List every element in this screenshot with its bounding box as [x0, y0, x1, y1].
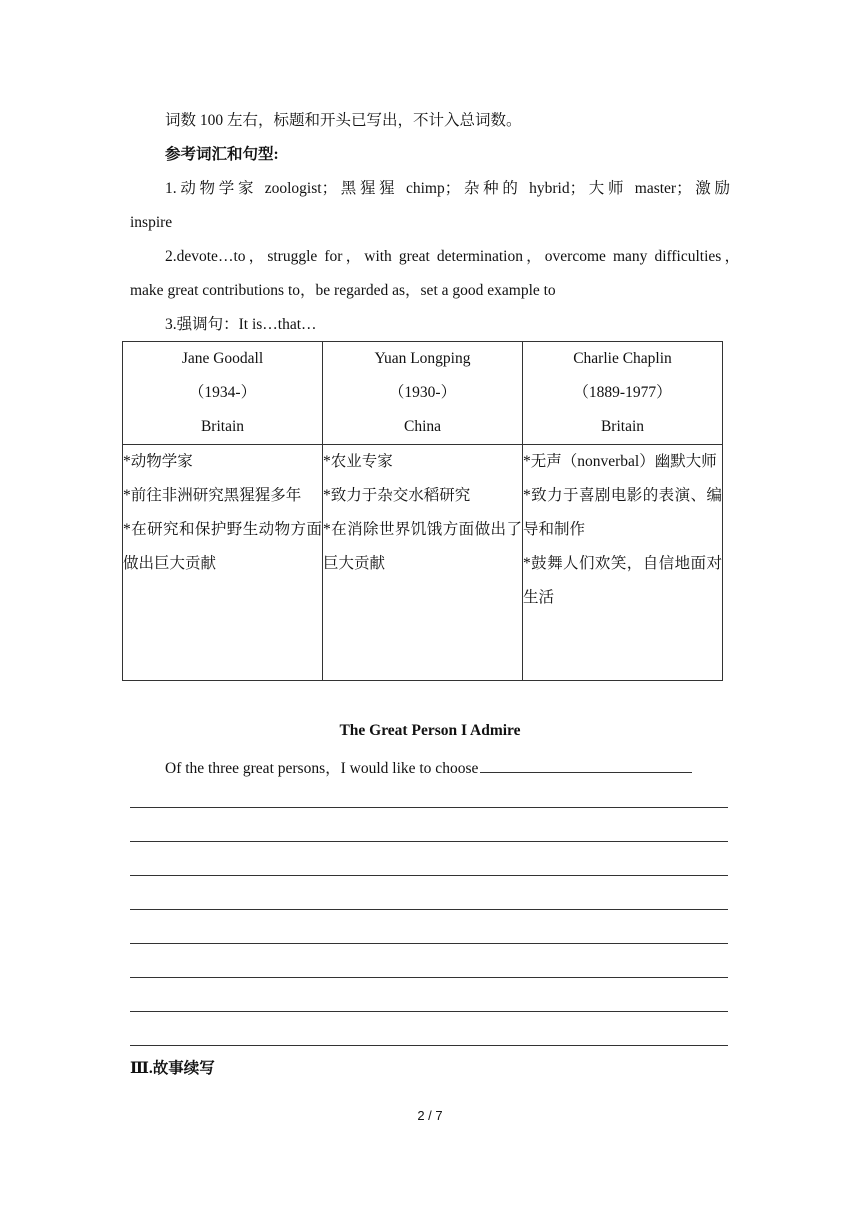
vocab-item-3: 3.强调句：It is…that… — [165, 316, 317, 333]
person-header-yuan — [323, 342, 523, 445]
person-details-goodall — [123, 445, 323, 681]
answer-line[interactable] — [130, 875, 728, 876]
person-country: Britain — [200, 418, 245, 435]
detail-line: *致力于喜剧电影的表演、编导和制作 — [523, 487, 722, 538]
vocab-item-2-cont: make great contributions to，be regarded as，set a good example to — [130, 282, 556, 299]
answer-line[interactable] — [130, 909, 728, 910]
person-country: China — [403, 418, 442, 435]
person-name: Charlie Chaplin — [573, 350, 672, 367]
answer-blank[interactable] — [480, 756, 692, 773]
essay-opening-text: Of the three great persons，I would like to choose — [165, 760, 479, 777]
detail-line: *动物学家 — [123, 453, 193, 470]
essay-title: The Great Person I Admire — [339, 722, 521, 739]
persons-table — [122, 341, 723, 681]
essay-opening-line — [165, 756, 692, 779]
detail-line: *致力于杂交水稻研究 — [323, 487, 471, 504]
answer-line[interactable] — [130, 977, 728, 978]
vocab-item-2: 2.devote…to，struggle for，with great determination，overcome many difficulties， — [165, 248, 740, 265]
person-name: Jane Goodall — [181, 350, 264, 367]
person-name: Yuan Longping — [374, 350, 471, 367]
answer-line[interactable] — [130, 807, 728, 808]
detail-line: *在消除世界饥饿方面做出了巨大贡献 — [323, 521, 522, 572]
person-country: Britain — [600, 418, 645, 435]
detail-line: *农业专家 — [323, 453, 393, 470]
person-header-chaplin — [523, 342, 723, 445]
vocab-item-1-cont: inspire — [130, 214, 173, 231]
page-number: 2 / 7 — [417, 1108, 443, 1123]
detail-line: *无声（nonverbal）幽默大师 — [523, 453, 717, 470]
vocab-item-1: 1.动物学家 zoologist；黑猩猩 chimp；杂种的 hybrid；大师 master；激励 — [165, 180, 730, 197]
person-years: （1930-） — [388, 384, 457, 401]
person-years: （1934-） — [188, 384, 257, 401]
reference-heading: 参考词汇和句型: — [165, 146, 279, 163]
answer-line[interactable] — [130, 1011, 728, 1012]
answer-line[interactable] — [130, 841, 728, 842]
person-years: （1889-1977） — [573, 384, 672, 401]
instruction-text: 词数 100 左右，标题和开头已写出，不计入总词数。 — [165, 112, 522, 129]
detail-line: *鼓舞人们欢笑，自信地面对生活 — [523, 555, 722, 606]
section-heading: Ⅲ.故事续写 — [130, 1060, 215, 1077]
answer-line[interactable] — [130, 1045, 728, 1046]
person-header-goodall — [123, 342, 323, 445]
detail-line: *前往非洲研究黑猩猩多年 — [123, 487, 302, 504]
answer-line[interactable] — [130, 943, 728, 944]
person-details-chaplin — [523, 445, 723, 681]
detail-line: *在研究和保护野生动物方面做出巨大贡献 — [123, 521, 322, 572]
person-details-yuan — [323, 445, 523, 681]
